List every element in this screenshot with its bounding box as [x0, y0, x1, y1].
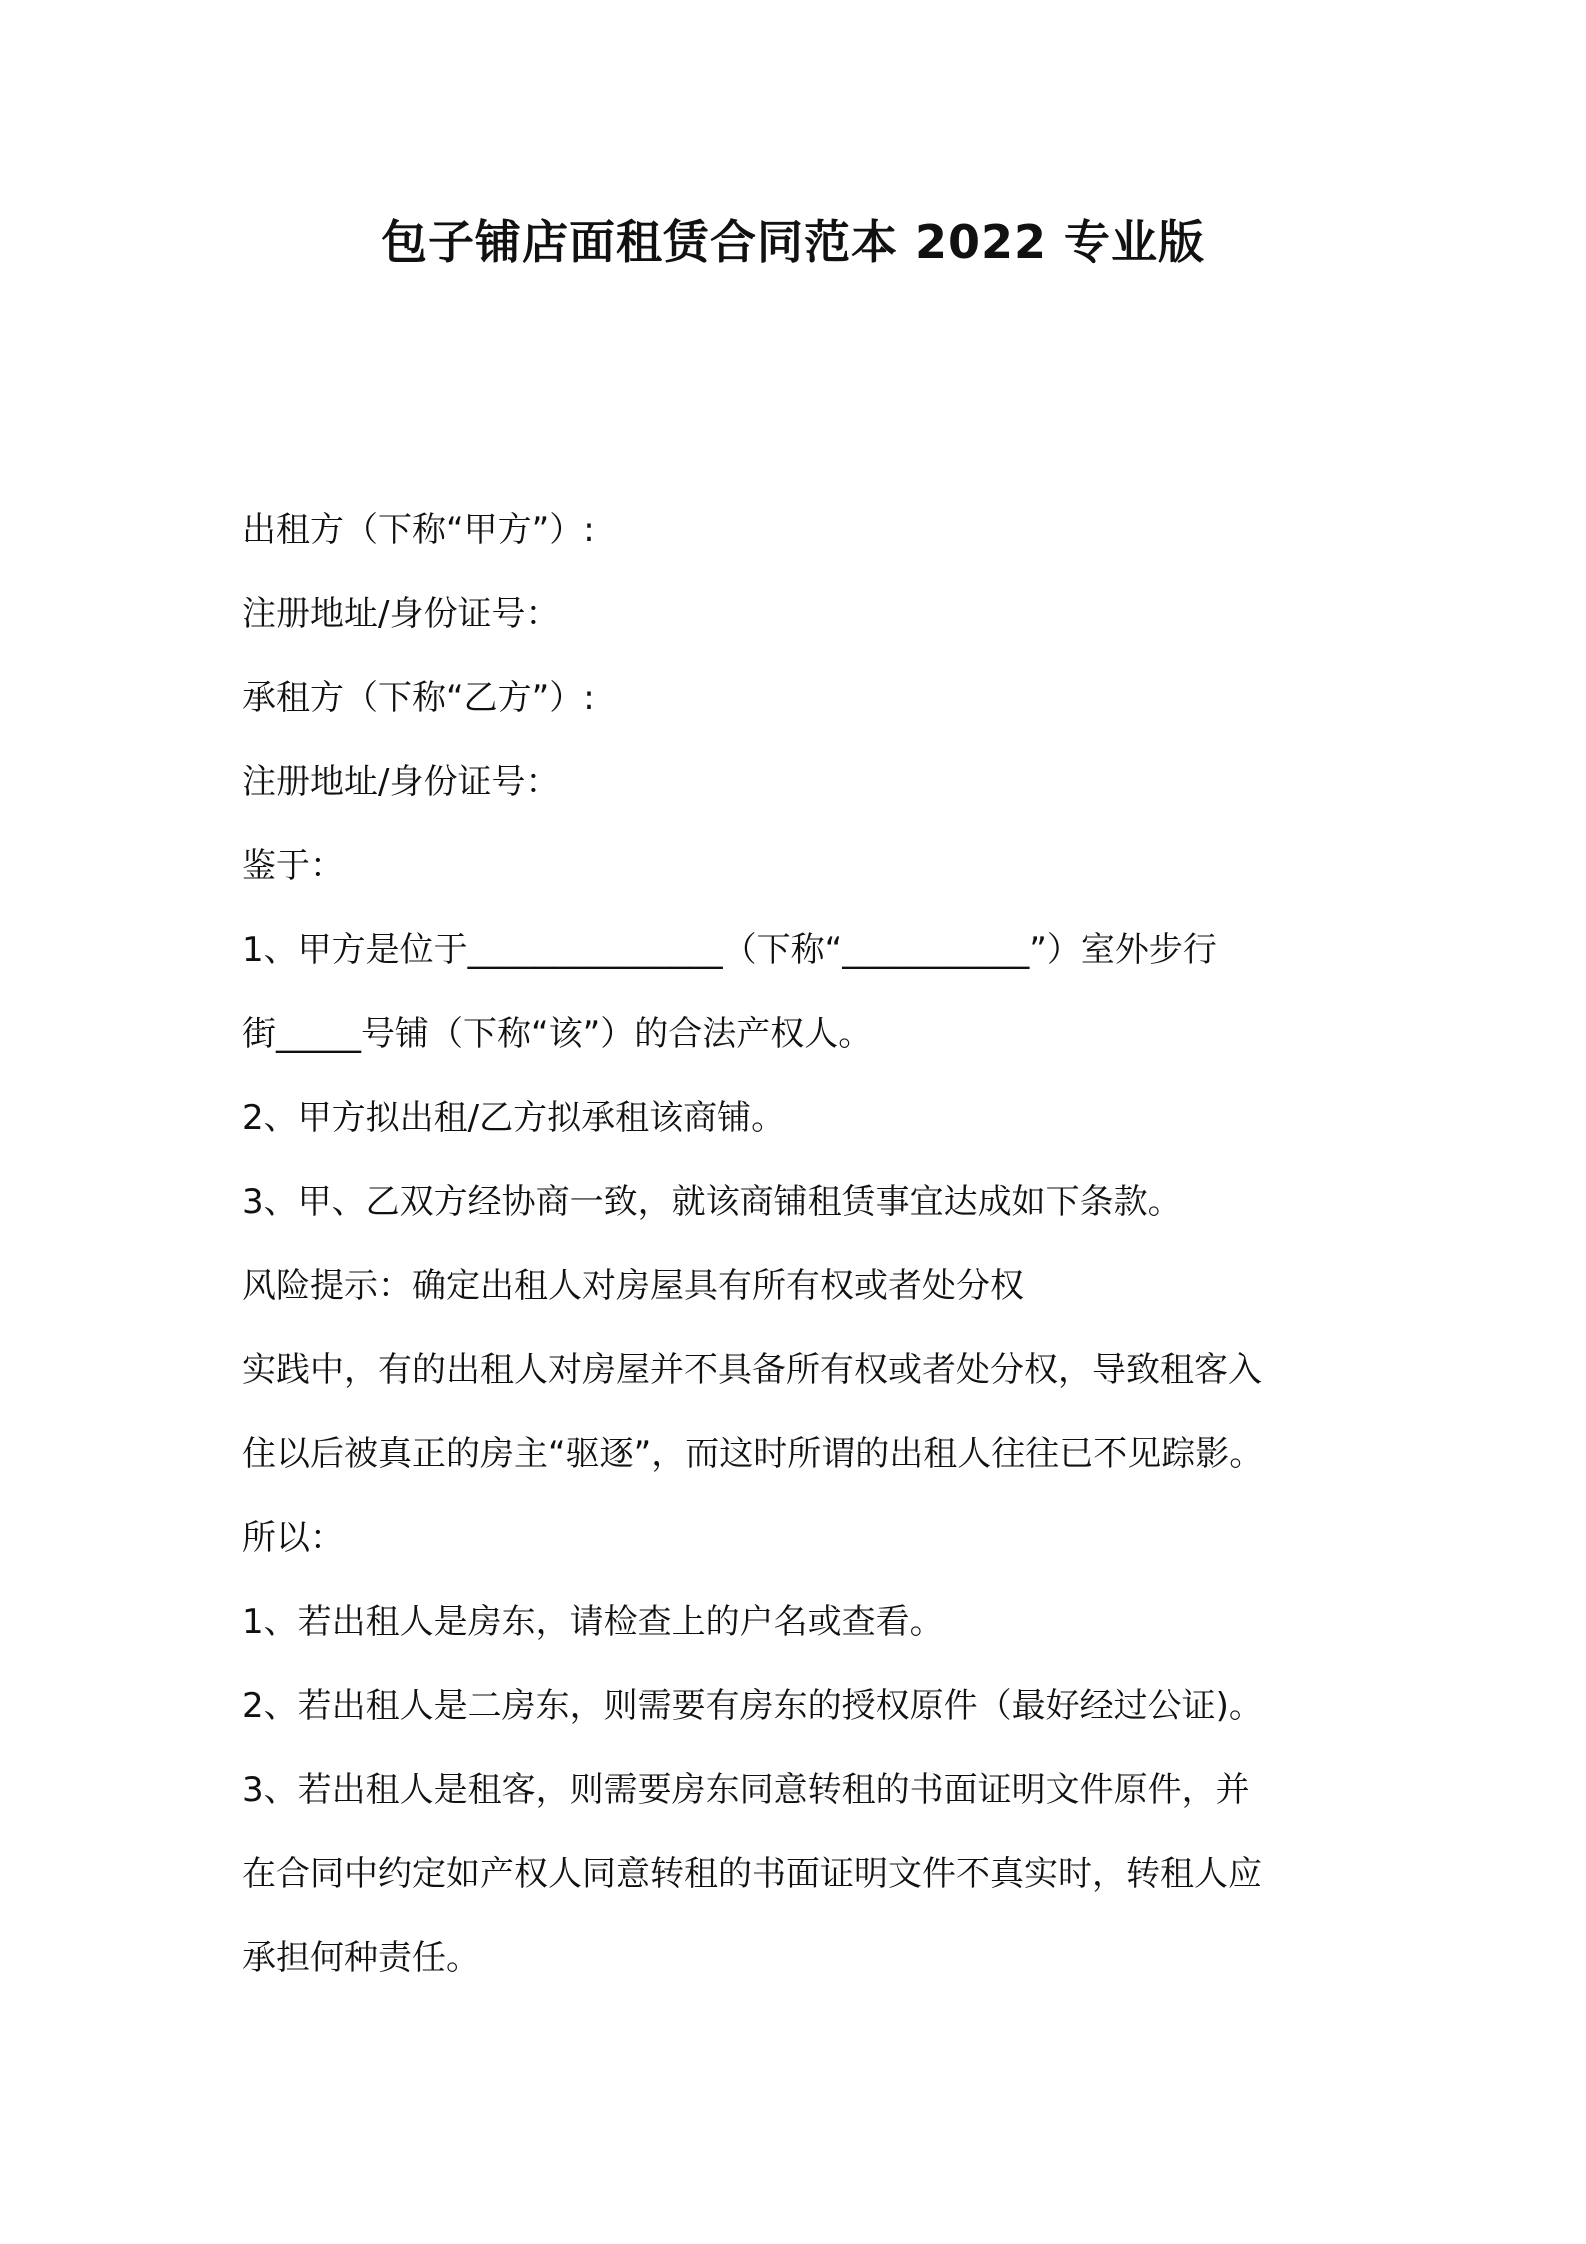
text-line: 在合同中约定如产权人同意转租的书面证明文件不真实时，转租人应: [242, 1854, 1262, 1894]
text-line: 注册地址/身份证号：: [242, 762, 560, 802]
document-body: [242, 488, 1392, 2000]
text-line: 住以后被真正的房主“驱逐”，而这时所谓的出租人往往已不见踪影。: [242, 1434, 1264, 1474]
text-line: 承担何种责任。: [242, 1938, 480, 1978]
text-line: 鉴于：: [242, 846, 344, 886]
text-line: 风险提示：确定出租人对房屋具有所有权或者处分权: [242, 1266, 1024, 1306]
text-line: 实践中，有的出租人对房屋并不具备所有权或者处分权，导致租客入: [242, 1350, 1262, 1390]
text-line: 出租方（下称“甲方”）:: [242, 510, 595, 550]
text-line: 2、甲方拟出租/乙方拟承租该商铺。: [242, 1098, 786, 1138]
text-line: 所以：: [242, 1518, 344, 1558]
text-line: 3、甲、乙双方经协商一致，就该商铺租赁事宜达成如下条款。: [242, 1182, 1182, 1222]
text-line: 3、若出租人是租客，则需要房东同意转租的书面证明文件原件，并: [242, 1770, 1250, 1810]
text-line: 1、若出租人是房东，请检查上的户名或查看。: [242, 1602, 944, 1642]
text-line: 注册地址/身份证号：: [242, 594, 560, 634]
text-line: 2、若出租人是二房东，则需要有房东的授权原件（最好经过公证)。: [242, 1686, 1263, 1726]
text-line: 承租方（下称“乙方”）:: [242, 678, 595, 718]
document-title: 包子铺店面租赁合同范本 2022 专业版: [380, 215, 1206, 269]
text-line: 街_____号铺（下称“该”）的合法产权人。: [242, 1014, 873, 1054]
text-line: 1、甲方是位于_______________（下称“___________”）室外步行: [242, 930, 1217, 970]
